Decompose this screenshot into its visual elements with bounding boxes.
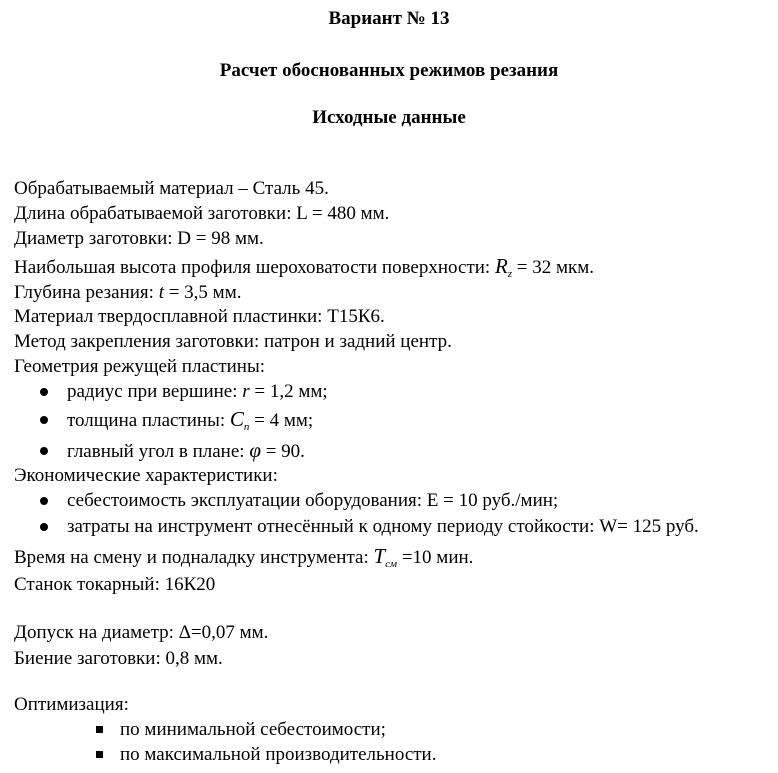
roughness-line [14, 254, 594, 280]
clamping-line: Метод закрепления заготовки: патрон и задний центр. [14, 331, 452, 352]
list-item-cost [0, 490, 778, 514]
delta-symbol: Δ [178, 622, 191, 643]
list-item-tool-cost [0, 516, 778, 540]
depth-symbol: t [158, 282, 164, 303]
bullet-dot-icon [40, 497, 48, 505]
bullet-dot-icon [40, 388, 48, 396]
depth-line [14, 282, 241, 304]
max-productivity-text: по максимальной производительности. [120, 744, 437, 765]
geometry-title: Геометрия режущей пластины: [14, 356, 265, 377]
min-cost-text: по минимальной себестоимости; [120, 719, 386, 740]
diameter-line: Диаметр заготовки: D = 98 мм. [14, 228, 264, 249]
bullet-dot-icon [40, 416, 48, 424]
roughness-value: = 32 мкм. [512, 257, 595, 278]
time-line [14, 544, 473, 570]
optimization-title: Оптимизация: [14, 694, 129, 715]
list-item-radius [0, 381, 778, 405]
time-subscript: см [385, 558, 398, 570]
bullet-square-icon [96, 751, 103, 758]
thickness-subscript: n [243, 421, 250, 433]
roughness-subscript: z [507, 268, 513, 280]
list-item-thickness [0, 407, 778, 433]
radius-label: радиус при вершине: [67, 381, 243, 402]
bullet-square-icon [96, 726, 103, 733]
bullet-dot-icon [40, 447, 48, 455]
bullet-dot-icon [40, 523, 48, 531]
depth-value: = 3,5 мм. [163, 282, 242, 303]
list-item-angle [0, 438, 778, 464]
economics-title: Экономические характеристики: [14, 465, 278, 486]
time-value: =10 мин. [397, 547, 474, 568]
time-symbol: T [373, 544, 386, 568]
depth-label: Глубина резания: [14, 282, 159, 303]
topic-title: Расчет обоснованных режимов резания [219, 60, 559, 81]
list-item-min-cost [0, 719, 778, 743]
radius-value: = 1,2 мм; [249, 381, 328, 402]
length-line: Длина обрабатываемой заготовки: L = 480 мм. [14, 203, 390, 224]
angle-label: главный угол в плане: [67, 441, 250, 462]
angle-value: = 90. [260, 441, 305, 462]
thickness-value: = 4 мм; [249, 410, 314, 431]
variant-title: Вариант № 13 [328, 8, 450, 29]
tool-cost-text: затраты на инструмент отнесённый к одному периоду стойкости: W= 125 руб. [67, 516, 699, 537]
thickness-symbol: C [229, 407, 244, 431]
insert-material-line: Материал твердосплавной пластинки: Т15К6. [14, 306, 385, 327]
list-item-max-productivity [0, 744, 778, 768]
machine-line: Станок токарный: 16К20 [14, 574, 216, 595]
angle-symbol: φ [249, 438, 261, 462]
roughness-label: Наибольшая высота профиля шероховатости поверхности: [14, 257, 495, 278]
section-title: Исходные данные [312, 107, 466, 128]
thickness-label: толщина пластины: [67, 410, 230, 431]
tolerance-value: =0,07 мм. [190, 622, 269, 643]
roughness-symbol: R [494, 254, 508, 278]
radius-symbol: r [242, 381, 250, 402]
tolerance-label: Допуск на диаметр: [14, 622, 179, 643]
time-label: Время на смену и подналадку инструмента: [14, 547, 374, 568]
cost-text: себестоимость эксплуатации оборудования: Е = 10 руб./мин; [67, 490, 559, 511]
tolerance-line [14, 622, 268, 644]
material-line: Обрабатываемый материал – Сталь 45. [14, 178, 329, 199]
runout-line: Биение заготовки: 0,8 мм. [14, 648, 223, 669]
